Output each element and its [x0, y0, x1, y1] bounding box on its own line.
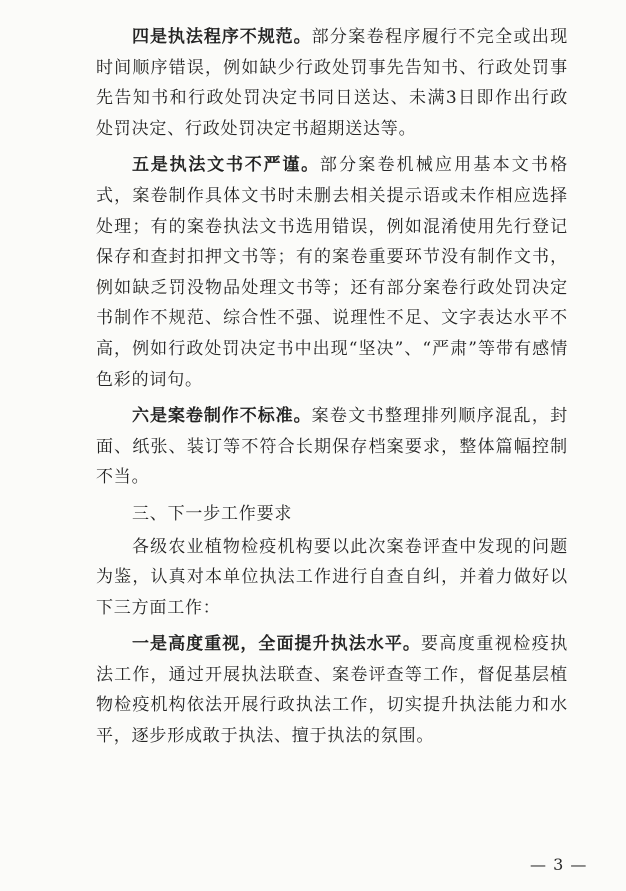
paragraph-case-files: [96, 401, 568, 493]
paragraph-lead: 一是高度重视，全面提升执法水平。: [132, 634, 421, 655]
paragraph-lead: 六是案卷制作不标准。: [132, 406, 312, 427]
paragraph-lead: 五是执法文书不严谨。: [132, 155, 320, 176]
paragraph-intro: 各级农业植物检疫机构要以此次案卷评查中发现的问题为鉴，认真对本单位执法工作进行自查自纠，并着力做好以下三方面工作：: [96, 536, 568, 618]
paragraph-text: 要高度重视检疫执法工作，通过开展执法联查、案卷评查等工作，督促基层植物检疫机构依法开展行政执法工作，切实提升执法能力和水平，逐步形成敢于执法、擅于执法的氛围。: [96, 634, 568, 747]
paragraph-procedure: [96, 22, 568, 144]
paragraph-text: 案卷文书整理排列顺序混乱，封面、纸张、装订等不符合长期保存档案要求，整体篇幅控制不当。: [96, 406, 569, 488]
paragraph-lead: 四是执法程序不规范。: [132, 27, 312, 47]
section-heading: 三、下一步工作要求: [132, 503, 293, 524]
page-number: — 3 —: [530, 855, 588, 874]
paragraph-text: 部分案卷机械应用基本文书格式，案卷制作具体文书时未删去相关提示语或未作相应选择处理；有的案卷执法文书选用错误，例如混淆使用先行登记保存和查封扣押文书等；有的案卷重要环节没有制作文书，例如缺乏罚没物品处理文书等；还有部分案卷行政处罚决定书制作不规范、综合性不强、说理性不足、文字表达水平不高，例如行政处罚决定书中出现“坚决”、“严肃”等带有感情色彩的词句。: [96, 155, 568, 390]
document-body: [96, 22, 568, 758]
paragraph-priority: [96, 629, 568, 751]
paragraph-text: 部分案卷程序履行不完全或出现时间顺序错误，例如缺少行政处罚事先告知书、行政处罚事先告知书和行政处罚决定书同日送达、未满3日即作出行政处罚决定、行政处罚决定书超期送达等。: [96, 27, 569, 139]
paragraph-documents: [96, 150, 568, 395]
